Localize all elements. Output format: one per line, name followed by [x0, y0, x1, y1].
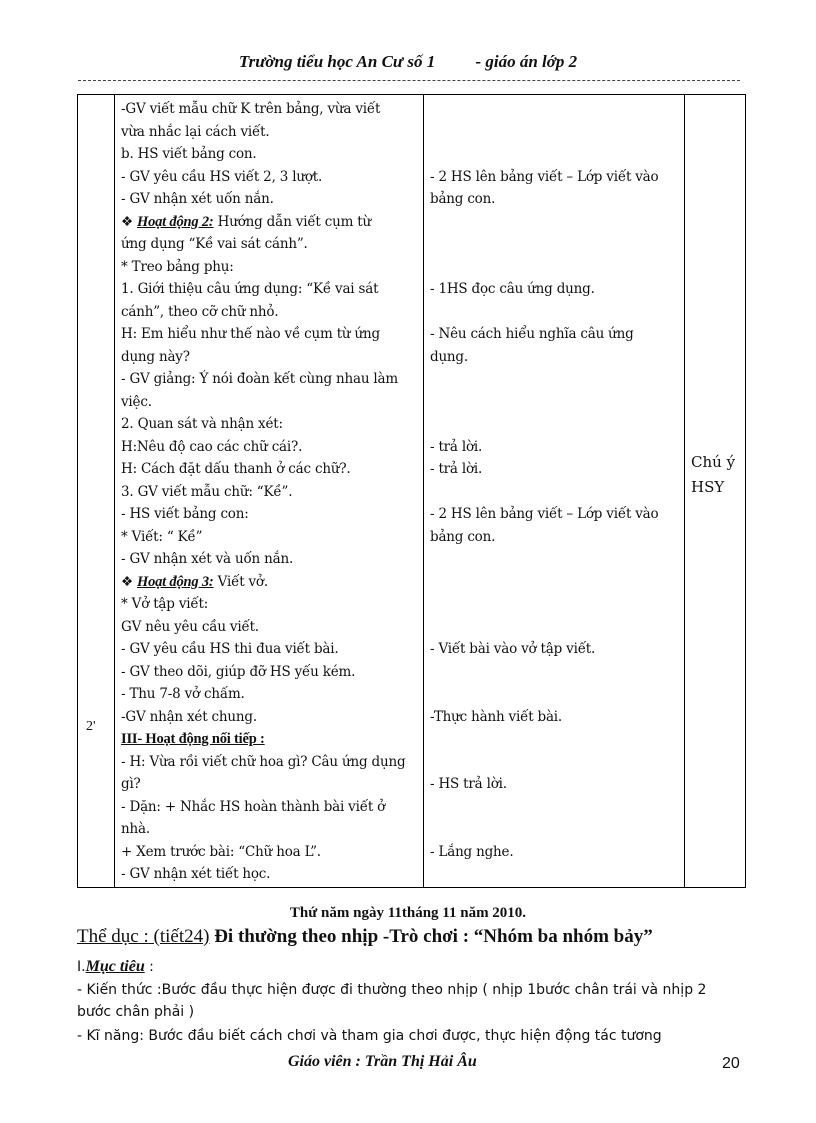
- lesson-subject: Thể dục :: [77, 926, 149, 947]
- teacher-line: - GV nhận xét tiết học.: [121, 866, 271, 882]
- teacher-line: việc.: [121, 393, 152, 410]
- teacher-line: dụng này?: [121, 348, 190, 365]
- student-line: - 1HS đọc câu ứng dụng.: [430, 281, 595, 297]
- lesson-name: Đi thường theo nhịp -Trò chơi : “Nhóm ba nhóm bảy”: [209, 926, 653, 947]
- note-line: HSY: [691, 478, 725, 496]
- activity-closing-heading: III- Hoạt động nối tiếp :: [121, 731, 265, 747]
- activity-2-heading: ❖ Hoạt động 2: Hướng dẫn viết cụm từ: [121, 213, 372, 230]
- lesson-date: Thứ năm ngày 11tháng 11 năm 2010.: [289, 905, 527, 921]
- student-line: - 2 HS lên bảng viết – Lớp viết vào: [430, 168, 659, 185]
- lesson-period: (tiết24): [148, 926, 210, 947]
- teacher-line: - HS viết bảng con:: [121, 506, 249, 522]
- teacher-line: GV nêu yêu cầu viết.: [121, 618, 259, 635]
- teacher-line: * Treo bảng phụ:: [121, 258, 234, 275]
- teacher-line: -GV nhận xét chung.: [121, 708, 257, 725]
- student-line: bảng con.: [430, 191, 496, 207]
- teacher-line: -GV viết mẫu chữ K trên bảng, vừa viết: [121, 101, 381, 117]
- teacher-line: gì?: [121, 776, 141, 792]
- page-number: 20: [722, 1055, 740, 1072]
- bullet-icon: ❖: [121, 213, 137, 230]
- bullet-icon: ❖: [121, 573, 137, 590]
- time-value: 2': [86, 719, 96, 734]
- student-line: -Thực hành viết bài.: [430, 708, 563, 725]
- teacher-line: - GV giảng: Ý nói đoàn kết cùng nhau làm: [121, 371, 398, 387]
- teacher-line: H: Cách đặt dấu thanh ở các chữ?.: [121, 461, 351, 477]
- teacher-line: - Thu 7-8 vở chấm.: [121, 686, 245, 702]
- student-activity-column: [424, 95, 685, 888]
- student-line: - HS trả lời.: [430, 776, 507, 792]
- teacher-line: - H: Vừa rồi viết chữ hoa gì? Câu ứng dụng: [121, 753, 406, 770]
- student-line: - trả lời.: [430, 438, 483, 455]
- teacher-line: H: Em hiểu như thế nào về cụm từ ứng: [121, 326, 380, 342]
- objectives-heading: I.Mục tiêu :: [77, 958, 154, 975]
- teacher-activity-column: [115, 95, 424, 888]
- note-line: Chú ý: [691, 453, 736, 471]
- teacher-line: 1. Giới thiệu câu ứng dụng: “Kề vai sát: [121, 281, 379, 297]
- lesson-title: [77, 926, 653, 948]
- student-line: - Viết bài vào vở tập viết.: [430, 641, 596, 657]
- teacher-line: - Dặn: + Nhắc HS hoàn thành bài viết ở: [121, 798, 386, 815]
- teacher-line: nhà.: [121, 821, 150, 837]
- student-line: - Lắng nghe.: [430, 843, 514, 860]
- time-column: [78, 95, 115, 888]
- activity-3-heading: ❖ Hoạt động 3: Viết vở.: [121, 573, 268, 590]
- header-divider: [78, 80, 740, 81]
- teacher-line: * Viết: “ Kề”: [121, 528, 203, 545]
- teacher-line: cánh”, theo cỡ chữ nhỏ.: [121, 303, 279, 320]
- teacher-line: - GV yêu cầu HS viết 2, 3 lượt.: [121, 168, 323, 185]
- teacher-line: + Xem trước bài: “Chữ hoa L”.: [121, 843, 321, 860]
- note-column: [685, 95, 746, 888]
- teacher-line: ứng dụng “Kề vai sát cánh”.: [121, 236, 308, 252]
- objective-line: - Kĩ năng: Bước đầu biết cách chơi và tham gia chơi được, thực hiện động tác tương: [77, 1028, 662, 1044]
- header-subject: - giáo án lớp 2: [475, 52, 578, 71]
- lesson-table: [77, 94, 746, 888]
- page-header: [0, 52, 816, 72]
- teacher-line: - GV nhận xét và uốn nắn.: [121, 551, 294, 567]
- teacher-line: * Vở tập viết:: [121, 596, 209, 612]
- teacher-line: 2. Quan sát và nhận xét:: [121, 416, 283, 432]
- objective-line: bước chân phải ): [77, 1004, 195, 1020]
- teacher-line: - GV yêu cầu HS thi đua viết bài.: [121, 641, 339, 657]
- student-line: - trả lời.: [430, 461, 483, 477]
- teacher-line: vừa nhắc lại cách viết.: [121, 123, 270, 140]
- objective-line: - Kiến thức :Bước đầu thực hiện được đi thường theo nhịp ( nhịp 1bước chân trái và nhịp 2: [77, 982, 707, 998]
- teacher-line: - GV nhận xét uốn nắn.: [121, 191, 274, 207]
- teacher-line: b. HS viết bảng con.: [121, 146, 257, 162]
- objectives-label: Mục tiêu: [85, 958, 145, 975]
- teacher-name: Giáo viên : Trần Thị Hải Âu: [288, 1053, 477, 1070]
- teacher-line: H:Nêu độ cao các chữ cái?.: [121, 438, 303, 455]
- teacher-line: - GV theo dõi, giúp đỡ HS yếu kém.: [121, 663, 356, 680]
- student-line: - 2 HS lên bảng viết – Lớp viết vào: [430, 506, 659, 522]
- school-name: Trường tiểu học An Cư số 1: [238, 52, 436, 71]
- student-line: bảng con.: [430, 528, 496, 545]
- student-line: - Nêu cách hiểu nghĩa câu ứng: [430, 326, 634, 342]
- student-line: dụng.: [430, 348, 468, 365]
- teacher-line: 3. GV viết mẫu chữ: “Kề”.: [121, 483, 293, 500]
